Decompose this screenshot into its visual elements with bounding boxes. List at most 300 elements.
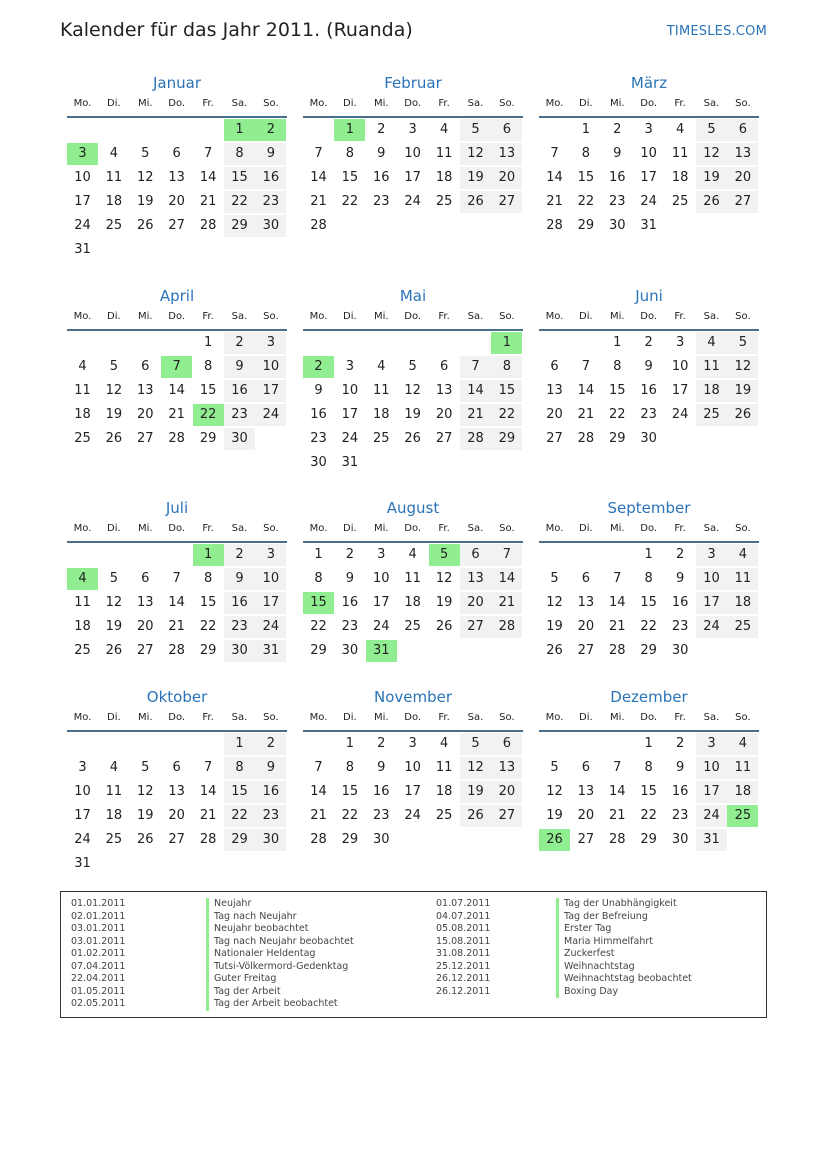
day-cell: 14 bbox=[168, 595, 185, 610]
day-cell: 3 bbox=[255, 544, 286, 566]
day-cell: 8 bbox=[644, 571, 653, 586]
day-cell: 5 bbox=[141, 760, 150, 775]
day-cell: 9 bbox=[377, 146, 386, 161]
weekday-label: Mo. bbox=[309, 311, 328, 322]
day-cell: 21 bbox=[491, 592, 522, 614]
day-cell: 1 bbox=[203, 335, 213, 350]
day-cell: 8 bbox=[613, 359, 622, 374]
day-cell: 8 bbox=[203, 571, 213, 586]
day-cell: 9 bbox=[644, 359, 653, 374]
day-cell: 27 bbox=[727, 191, 758, 213]
day-cell: 13 bbox=[491, 757, 522, 779]
day-cell: 24 bbox=[696, 616, 727, 638]
day-cell: 8 bbox=[644, 760, 653, 775]
day-cell: 29 bbox=[609, 431, 626, 446]
day-cell: 10 bbox=[373, 571, 390, 586]
day-cell: 16 bbox=[640, 383, 657, 398]
day-cell: 7 bbox=[550, 146, 559, 161]
legend-date: 25.12.2011 bbox=[436, 960, 491, 972]
weekday-header bbox=[539, 712, 759, 732]
day-cell: 9 bbox=[613, 146, 622, 161]
day-cell: 5 bbox=[550, 571, 559, 586]
day-cell: 10 bbox=[696, 568, 727, 590]
day-cell: 2 bbox=[255, 733, 286, 755]
day-cell: 28 bbox=[168, 431, 185, 446]
holiday-day-cell: 1 bbox=[491, 332, 522, 354]
day-cell: 21 bbox=[199, 194, 217, 209]
weekday-header bbox=[67, 523, 287, 543]
day-cell: 28 bbox=[199, 832, 217, 847]
day-cell: 24 bbox=[404, 194, 421, 209]
day-cell: 16 bbox=[671, 595, 689, 610]
day-cell: 18 bbox=[74, 619, 91, 634]
legend-holiday-name: Zuckerfest bbox=[556, 948, 615, 961]
day-cell: 5 bbox=[141, 146, 150, 161]
day-cell: 9 bbox=[345, 571, 355, 586]
day-cell: 19 bbox=[460, 167, 491, 189]
day-cell: 29 bbox=[199, 643, 217, 658]
day-cell: 13 bbox=[546, 383, 563, 398]
month-name: Mai bbox=[399, 287, 427, 305]
day-cell: 5 bbox=[460, 119, 491, 141]
day-cell: 4 bbox=[109, 146, 119, 161]
day-cell: 28 bbox=[199, 218, 217, 233]
weekday-label: Sa. bbox=[703, 523, 720, 534]
weekday-label: Fr. bbox=[674, 311, 686, 322]
day-cell: 21 bbox=[609, 619, 626, 634]
day-cell: 19 bbox=[696, 167, 727, 189]
day-cell: 5 bbox=[696, 119, 727, 141]
day-cell: 13 bbox=[168, 170, 185, 185]
day-cell: 2 bbox=[377, 122, 386, 137]
day-cell: 17 bbox=[404, 784, 421, 799]
weekday-label: Do. bbox=[404, 712, 422, 723]
holiday-day-cell: 3 bbox=[67, 143, 98, 165]
day-cell: 21 bbox=[460, 404, 491, 426]
day-cell: 26 bbox=[696, 191, 727, 213]
weekday-header bbox=[539, 98, 759, 118]
weekday-label: Di. bbox=[107, 311, 121, 322]
day-cell: 4 bbox=[675, 122, 685, 137]
legend-holiday-name: Tutsi-Völkermord-Gedenktag bbox=[206, 961, 348, 974]
legend-holiday-name: Tag der Befreiung bbox=[556, 911, 648, 924]
day-cell: 4 bbox=[439, 122, 449, 137]
day-cell: 27 bbox=[137, 431, 154, 446]
day-cell: 10 bbox=[404, 146, 421, 161]
day-cell: 3 bbox=[408, 122, 417, 137]
day-cell: 4 bbox=[439, 736, 449, 751]
legend-holiday-name: Weihnachtstag beobachtet bbox=[556, 973, 692, 986]
weekday-label: So. bbox=[263, 311, 279, 322]
day-cell: 23 bbox=[224, 616, 255, 638]
day-cell: 15 bbox=[224, 781, 255, 803]
legend-date: 01.05.2011 bbox=[71, 985, 126, 997]
day-cell: 20 bbox=[435, 407, 453, 422]
day-cell: 17 bbox=[74, 194, 91, 209]
day-cell: 13 bbox=[577, 595, 595, 610]
day-cell: 14 bbox=[546, 170, 563, 185]
day-cell: 2 bbox=[644, 335, 653, 350]
day-cell: 10 bbox=[341, 383, 359, 398]
day-cell: 25 bbox=[105, 832, 123, 847]
day-cell: 7 bbox=[581, 359, 591, 374]
weekday-header bbox=[303, 98, 523, 118]
weekday-label: Di. bbox=[343, 523, 357, 534]
legend-holiday-name: Neujahr beobachtet bbox=[206, 923, 308, 936]
month-name: April bbox=[159, 287, 195, 305]
day-cell: 14 bbox=[310, 170, 327, 185]
weekday-label: Di. bbox=[107, 523, 121, 534]
holiday-day-cell: 1 bbox=[334, 119, 365, 141]
day-cell: 14 bbox=[491, 568, 522, 590]
day-cell: 23 bbox=[609, 194, 626, 209]
day-cell: 27 bbox=[577, 832, 595, 847]
holiday-day-cell: 1 bbox=[193, 544, 224, 566]
day-cell: 29 bbox=[224, 215, 255, 237]
day-cell: 10 bbox=[404, 760, 421, 775]
day-cell: 18 bbox=[671, 170, 689, 185]
holiday-day-cell: 31 bbox=[366, 640, 397, 662]
weekday-label: So. bbox=[263, 98, 279, 109]
day-cell: 8 bbox=[314, 571, 323, 586]
weekday-label: Sa. bbox=[467, 311, 484, 322]
legend-date: 15.08.2011 bbox=[436, 935, 491, 947]
day-cell: 25 bbox=[727, 616, 758, 638]
day-cell: 22 bbox=[310, 619, 327, 634]
legend-date: 01.01.2011 bbox=[71, 898, 126, 909]
day-cell: 3 bbox=[345, 359, 355, 374]
day-cell: 20 bbox=[577, 808, 595, 823]
day-cell: 11 bbox=[74, 595, 91, 610]
day-cell: 26 bbox=[727, 404, 758, 426]
day-cell: 22 bbox=[199, 619, 217, 634]
day-cell: 20 bbox=[577, 619, 595, 634]
day-cell: 9 bbox=[314, 383, 323, 398]
month-name: November bbox=[373, 688, 453, 706]
day-cell: 9 bbox=[224, 568, 255, 590]
day-cell: 7 bbox=[613, 760, 622, 775]
day-cell: 5 bbox=[727, 332, 758, 354]
day-cell: 12 bbox=[137, 784, 154, 799]
day-cell: 1 bbox=[644, 736, 653, 751]
day-cell: 29 bbox=[199, 431, 217, 446]
day-cell: 30 bbox=[255, 829, 286, 851]
legend-date: 26.12.2011 bbox=[436, 985, 491, 997]
weekday-label: Mi. bbox=[138, 523, 153, 534]
weekday-label: Mi. bbox=[138, 311, 153, 322]
weekday-header bbox=[67, 98, 287, 118]
weekday-label: Mi. bbox=[610, 98, 625, 109]
weekday-label: Di. bbox=[579, 98, 593, 109]
weekday-label: Mo. bbox=[73, 712, 92, 723]
day-cell: 24 bbox=[640, 194, 657, 209]
holiday-day-cell: 1 bbox=[224, 119, 255, 141]
day-cell: 2 bbox=[345, 547, 355, 562]
day-cell: 25 bbox=[435, 808, 453, 823]
legend-date: 02.05.2011 bbox=[71, 998, 126, 1009]
legend-date: 31.08.2011 bbox=[436, 948, 491, 959]
weekday-label: Fr. bbox=[202, 712, 214, 723]
day-cell: 21 bbox=[310, 194, 327, 209]
weekday-label: So. bbox=[735, 98, 751, 109]
day-cell: 5 bbox=[109, 359, 119, 374]
day-cell: 6 bbox=[172, 760, 181, 775]
day-cell: 6 bbox=[172, 146, 181, 161]
day-cell: 11 bbox=[727, 568, 758, 590]
day-cell: 28 bbox=[460, 428, 491, 450]
weekday-label: Mo. bbox=[545, 311, 564, 322]
day-cell: 28 bbox=[310, 218, 327, 233]
day-cell: 24 bbox=[671, 407, 689, 422]
weekday-label: Mi. bbox=[138, 712, 153, 723]
holiday-day-cell: 15 bbox=[303, 592, 334, 614]
day-cell: 28 bbox=[609, 643, 626, 658]
weekday-header bbox=[67, 712, 287, 732]
day-cell: 10 bbox=[255, 356, 286, 378]
day-cell: 25 bbox=[671, 194, 689, 209]
weekday-header bbox=[67, 311, 287, 331]
legend-date: 07.04.2011 bbox=[71, 960, 126, 972]
day-cell: 24 bbox=[255, 616, 286, 638]
day-cell: 16 bbox=[310, 407, 327, 422]
day-cell: 27 bbox=[491, 805, 522, 827]
day-cell: 5 bbox=[550, 760, 559, 775]
day-cell: 2 bbox=[224, 332, 255, 354]
day-cell: 22 bbox=[640, 808, 657, 823]
day-cell: 21 bbox=[546, 194, 563, 209]
day-cell: 21 bbox=[609, 808, 626, 823]
day-cell: 28 bbox=[491, 616, 522, 638]
day-cell: 1 bbox=[613, 335, 622, 350]
weekday-label: Do. bbox=[404, 523, 422, 534]
day-cell: 30 bbox=[310, 455, 327, 470]
day-cell: 14 bbox=[168, 383, 185, 398]
day-cell: 3 bbox=[644, 122, 653, 137]
day-cell: 22 bbox=[491, 404, 522, 426]
day-cell: 26 bbox=[137, 218, 154, 233]
day-cell: 10 bbox=[640, 146, 657, 161]
day-cell: 13 bbox=[491, 143, 522, 165]
day-cell: 22 bbox=[224, 805, 255, 827]
legend-holiday-name: Weihnachtstag bbox=[556, 961, 635, 974]
day-cell: 7 bbox=[172, 571, 181, 586]
day-cell: 15 bbox=[577, 170, 595, 185]
day-cell: 19 bbox=[546, 619, 563, 634]
day-cell: 12 bbox=[137, 170, 154, 185]
day-cell: 25 bbox=[435, 194, 453, 209]
day-cell: 19 bbox=[105, 407, 123, 422]
day-cell: 15 bbox=[199, 595, 217, 610]
day-cell: 30 bbox=[671, 832, 689, 847]
day-cell: 12 bbox=[460, 757, 491, 779]
day-cell: 31 bbox=[74, 242, 91, 257]
weekday-label: Sa. bbox=[703, 712, 720, 723]
day-cell: 4 bbox=[408, 547, 417, 562]
day-cell: 6 bbox=[491, 733, 522, 755]
day-cell: 10 bbox=[696, 757, 727, 779]
legend-holiday-name: Tag der Unabhängigkeit bbox=[556, 898, 677, 911]
day-cell: 9 bbox=[675, 760, 685, 775]
legend-date: 05.08.2011 bbox=[436, 923, 491, 934]
day-cell: 9 bbox=[377, 760, 386, 775]
legend-date: 03.01.2011 bbox=[71, 923, 126, 934]
month-name: Juni bbox=[635, 287, 663, 305]
holiday-day-cell: 25 bbox=[727, 805, 758, 827]
weekday-label: So. bbox=[499, 712, 515, 723]
day-cell: 19 bbox=[727, 380, 758, 402]
day-cell: 8 bbox=[345, 760, 355, 775]
day-cell: 24 bbox=[373, 619, 390, 634]
day-cell: 29 bbox=[491, 428, 522, 450]
day-cell: 2 bbox=[377, 736, 386, 751]
day-cell: 18 bbox=[435, 170, 453, 185]
day-cell: 31 bbox=[74, 856, 91, 871]
month-name: Oktober bbox=[146, 688, 208, 706]
month-name: März bbox=[630, 74, 668, 92]
day-cell: 23 bbox=[341, 619, 359, 634]
day-cell: 11 bbox=[404, 571, 421, 586]
weekday-label: Di. bbox=[343, 98, 357, 109]
day-cell: 17 bbox=[404, 170, 421, 185]
day-cell: 3 bbox=[78, 760, 87, 775]
month-name: Dezember bbox=[610, 688, 688, 706]
day-cell: 27 bbox=[460, 616, 491, 638]
day-cell: 16 bbox=[224, 380, 255, 402]
day-cell: 21 bbox=[168, 407, 185, 422]
brand-link[interactable]: TIMESLES.COM bbox=[666, 24, 767, 39]
day-cell: 9 bbox=[675, 571, 685, 586]
day-cell: 25 bbox=[373, 431, 390, 446]
day-cell: 17 bbox=[341, 407, 359, 422]
day-cell: 23 bbox=[255, 805, 286, 827]
weekday-label: Do. bbox=[404, 98, 422, 109]
day-cell: 28 bbox=[310, 832, 327, 847]
day-cell: 11 bbox=[435, 760, 453, 775]
day-cell: 30 bbox=[609, 218, 626, 233]
weekday-header bbox=[539, 311, 759, 331]
weekday-label: Fr. bbox=[202, 98, 214, 109]
day-cell: 6 bbox=[460, 544, 491, 566]
day-cell: 17 bbox=[696, 592, 727, 614]
holiday-legend bbox=[60, 891, 767, 1018]
day-cell: 24 bbox=[404, 808, 421, 823]
day-cell: 21 bbox=[310, 808, 327, 823]
day-cell: 20 bbox=[137, 407, 154, 422]
day-cell: 27 bbox=[435, 431, 453, 446]
day-cell: 18 bbox=[727, 592, 758, 614]
day-cell: 13 bbox=[460, 568, 491, 590]
day-cell: 12 bbox=[696, 143, 727, 165]
weekday-label: Di. bbox=[343, 712, 357, 723]
day-cell: 20 bbox=[491, 781, 522, 803]
day-cell: 9 bbox=[255, 143, 286, 165]
weekday-label: Sa. bbox=[467, 98, 484, 109]
weekday-label: Fr. bbox=[674, 712, 686, 723]
weekday-label: Fr. bbox=[438, 98, 450, 109]
day-cell: 10 bbox=[74, 784, 91, 799]
page-title: Kalender für das Jahr 2011. (Ruanda) bbox=[60, 19, 413, 41]
day-cell: 6 bbox=[727, 119, 758, 141]
weekday-label: So. bbox=[735, 712, 751, 723]
day-cell: 11 bbox=[671, 146, 689, 161]
weekday-label: Do. bbox=[640, 311, 658, 322]
legend-holiday-name: Tag nach Neujahr bbox=[206, 911, 297, 924]
day-cell: 12 bbox=[105, 595, 123, 610]
weekday-label: Do. bbox=[640, 712, 658, 723]
day-cell: 22 bbox=[341, 808, 359, 823]
day-cell: 26 bbox=[460, 805, 491, 827]
day-cell: 18 bbox=[696, 380, 727, 402]
day-cell: 10 bbox=[255, 568, 286, 590]
day-cell: 24 bbox=[341, 431, 359, 446]
day-cell: 7 bbox=[491, 544, 522, 566]
day-cell: 19 bbox=[137, 194, 154, 209]
day-cell: 13 bbox=[137, 383, 154, 398]
day-cell: 8 bbox=[224, 757, 255, 779]
day-cell: 30 bbox=[640, 431, 657, 446]
day-cell: 7 bbox=[460, 356, 491, 378]
weekday-label: Do. bbox=[168, 311, 186, 322]
day-cell: 26 bbox=[105, 643, 123, 658]
day-cell: 27 bbox=[491, 191, 522, 213]
day-cell: 22 bbox=[577, 194, 595, 209]
day-cell: 25 bbox=[74, 643, 91, 658]
weekday-label: Di. bbox=[343, 311, 357, 322]
day-cell: 23 bbox=[224, 404, 255, 426]
weekday-label: Fr. bbox=[674, 98, 686, 109]
legend-holiday-name: Erster Tag bbox=[556, 923, 611, 936]
weekday-label: Sa. bbox=[703, 98, 720, 109]
day-cell: 20 bbox=[546, 407, 563, 422]
weekday-label: Sa. bbox=[231, 98, 248, 109]
day-cell: 28 bbox=[168, 643, 185, 658]
day-cell: 13 bbox=[727, 143, 758, 165]
legend-holiday-name: Neujahr bbox=[206, 898, 251, 911]
weekday-label: Mo. bbox=[545, 98, 564, 109]
day-cell: 23 bbox=[373, 808, 390, 823]
day-cell: 16 bbox=[224, 592, 255, 614]
weekday-label: Sa. bbox=[467, 523, 484, 534]
weekday-label: So. bbox=[263, 523, 279, 534]
weekday-label: So. bbox=[499, 311, 515, 322]
weekday-label: Fr. bbox=[674, 523, 686, 534]
weekday-label: Di. bbox=[579, 311, 593, 322]
weekday-label: Di. bbox=[107, 712, 121, 723]
day-cell: 3 bbox=[377, 547, 386, 562]
day-cell: 16 bbox=[341, 595, 359, 610]
day-cell: 20 bbox=[491, 167, 522, 189]
day-cell: 14 bbox=[577, 383, 595, 398]
day-cell: 20 bbox=[460, 592, 491, 614]
weekday-label: Mi. bbox=[374, 523, 389, 534]
day-cell: 5 bbox=[408, 359, 417, 374]
weekday-label: Mo. bbox=[309, 523, 328, 534]
weekday-label: So. bbox=[735, 523, 751, 534]
weekday-label: Do. bbox=[640, 523, 658, 534]
legend-date: 03.01.2011 bbox=[71, 935, 126, 947]
legend-holiday-name: Maria Himmelfahrt bbox=[556, 936, 653, 949]
day-cell: 16 bbox=[255, 781, 286, 803]
day-cell: 16 bbox=[609, 170, 626, 185]
weekday-label: Mo. bbox=[73, 98, 92, 109]
day-cell: 4 bbox=[78, 359, 87, 374]
day-cell: 23 bbox=[640, 407, 657, 422]
day-cell: 22 bbox=[341, 194, 359, 209]
day-cell: 31 bbox=[640, 218, 657, 233]
legend-holiday-name: Tag der Arbeit bbox=[206, 986, 281, 999]
day-cell: 28 bbox=[546, 218, 563, 233]
day-cell: 11 bbox=[727, 757, 758, 779]
